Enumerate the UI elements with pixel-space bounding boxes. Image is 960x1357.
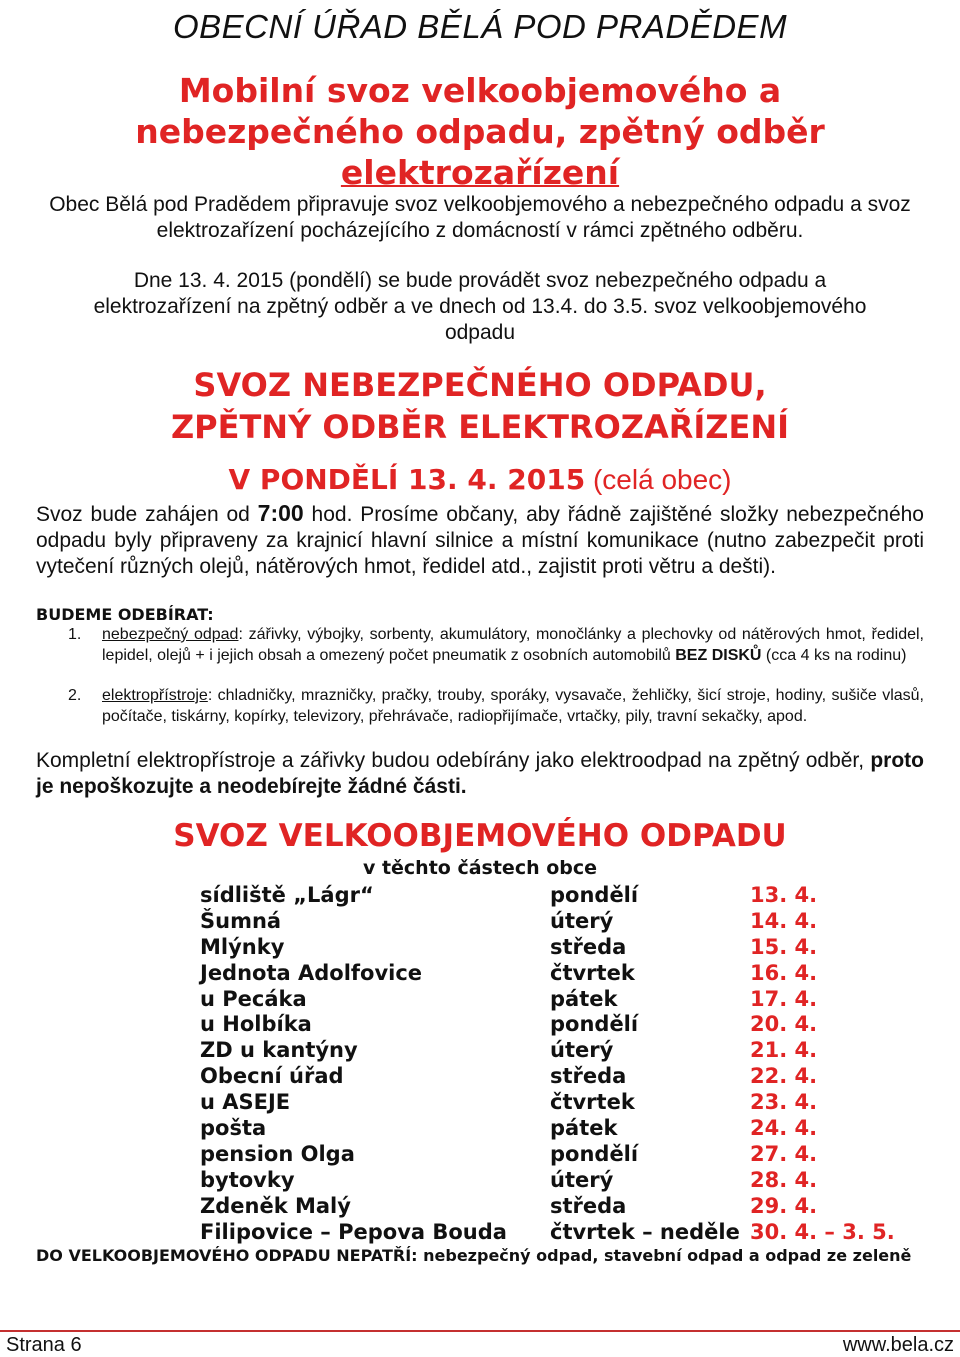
schedule-row (200, 960, 895, 986)
schedule-row (200, 1063, 895, 1089)
schedule-day: úterý (550, 1038, 614, 1063)
footer-url: www.bela.cz (842, 1334, 954, 1356)
schedule-day: středa (550, 1193, 627, 1218)
schedule-row (200, 1219, 895, 1245)
section2-title: SVOZ VELKOOBJEMOVÉHO ODPADU (173, 818, 787, 854)
section1-date-scope: (celá obec) (592, 464, 732, 495)
schedule-day: pátek (550, 986, 618, 1011)
schedule-place: pošta (200, 1115, 267, 1140)
main-title (0, 70, 960, 193)
schedule-row (200, 908, 895, 934)
schedule-day: středa (550, 1064, 627, 1089)
schedule-date: 21. 4. (750, 1038, 818, 1063)
schedule-date: 14. 4. (750, 908, 818, 933)
main-title-line-1: Mobilní svoz velkoobjemového a (178, 71, 782, 110)
schedule-place: Mlýnky (200, 934, 285, 959)
page-header-title: OBECNÍ ÚŘAD BĚLÁ POD PRADĚDEM (172, 8, 788, 45)
schedule-date: 23. 4. (750, 1090, 818, 1115)
collect-item-1 (36, 625, 924, 666)
schedule-place: Zdeněk Malý (200, 1193, 351, 1218)
schedule-row (200, 1167, 895, 1193)
section1-date-main: V PONDĚLÍ 13. 4. 2015 (228, 463, 586, 496)
schedule-day: středa (550, 934, 627, 959)
schedule-date: 13. 4. (750, 882, 818, 907)
exclusion-note (36, 1244, 924, 1267)
schedule-date: 24. 4. (750, 1115, 818, 1140)
schedule-place: u Holbíka (200, 1012, 312, 1037)
schedule-place: bytovky (200, 1167, 295, 1192)
collect-item-bold: BEZ DISKŮ (675, 646, 762, 664)
schedule-place: pension Olga (200, 1141, 355, 1166)
schedule-place: u ASEJE (200, 1090, 291, 1115)
electro-note (36, 748, 924, 800)
schedule-date: 30. 4. – 3. 5. (750, 1219, 895, 1244)
main-title-line-2: nebezpečného odpadu, zpětný odběr (135, 112, 825, 151)
schedule-date: 29. 4. (750, 1193, 818, 1218)
schedule-place: sídliště „Lágr“ (200, 882, 374, 907)
collect-label: BUDEME ODEBÍRAT: (36, 605, 214, 624)
schedule-row (200, 1011, 895, 1037)
collect-item-number: 2. (68, 687, 82, 704)
schedule-place: u Pecáka (200, 986, 307, 1011)
section1-title-line-2: ZPĚTNÝ ODBĚR ELEKTROZAŘÍZENÍ (170, 408, 790, 446)
schedule-place: Jednota Adolfovice (200, 960, 423, 985)
schedule-row (200, 1037, 895, 1063)
schedule-place: Filipovice – Pepova Bouda (200, 1219, 507, 1244)
section1-date (0, 460, 960, 500)
collect-item-text: : chladničky, mrazničky, pračky, trouby, sporáky, vysavače, žehličky, šicí stroje, hodiny, sušiče vlasů, počítače, tiskárny, kopírky, televizory, přehrávače, radiopřijímače, vrtačky, pily, travní sekačky, apod. (102, 687, 924, 725)
intro-schedule-paragraph: Dne 13. 4. 2015 (pondělí) se bude provádět svoz nebezpečného odpadu a elektrozařízení na zpětný odběr a ve dnech od 13.4. do 3.5. svoz velkoobjemového odpadu (93, 269, 867, 344)
schedule-row (200, 934, 895, 960)
collect-item-text: : zářivky, výbojky, sorbenty, akumulátory, monočlánky a plechovky od nátěrových hmot, ředidel, lepidel, olejů + i jejich obsah a omezený počet pneumatik z osobních automobilů (102, 626, 925, 664)
schedule-row (200, 986, 895, 1012)
section1-title (0, 364, 960, 448)
intro-paragraph: Obec Bělá pod Pradědem připravuje svoz velkoobjemového a nebezpečného odpadu a svoz elektrozařízení pocházejícího z domácností v rámci zpětného odběru. (49, 193, 911, 242)
instructions-start-time: 7:00 (257, 500, 304, 526)
electro-note-text: Kompletní elektropřístroje a zářivky budou odebírány jako elektroodpad na zpětný odběr, (36, 749, 871, 772)
exclusion-label: DO VELKOOBJEMOVÉHO ODPADU NEPATŘÍ: (36, 1246, 418, 1265)
instructions-start-pre: Svoz bude zahájen od (36, 503, 258, 526)
schedule-place: Obecní úřad (200, 1064, 344, 1089)
schedule-date: 17. 4. (750, 986, 818, 1011)
collect-item-number: 1. (68, 626, 82, 643)
collect-item-term: nebezpečný odpad (102, 626, 239, 643)
instructions-body: hod. Prosíme občany, aby řádně zajištěné složky nebezpečného odpadu byly připraveny za krajnicí hlavní silnice a místní komunikace (nutno zabezpečit proti vytečení různých olejů, nátěrových hmot, ředidel atd., zajistit proti větru a dešti). (36, 503, 924, 578)
schedule-row (200, 1193, 895, 1219)
schedule-day: úterý (550, 908, 614, 933)
section1-instructions (36, 500, 924, 580)
collect-item-2 (36, 686, 924, 727)
electro-note-bold: proto je nepoškozujte a neodebírejte žádné části. (36, 749, 924, 798)
schedule-date: 27. 4. (750, 1141, 818, 1166)
section2-subtitle: v těchto částech obce (362, 857, 598, 879)
schedule-date: 15. 4. (750, 934, 818, 959)
schedule-day: pátek (550, 1115, 618, 1140)
schedule-day: čtvrtek (550, 960, 635, 985)
schedule-date: 22. 4. (750, 1064, 818, 1089)
footer-rule (0, 1330, 960, 1332)
schedule-day: pondělí (550, 1012, 639, 1037)
schedule-row (200, 882, 895, 908)
schedule-row (200, 1115, 895, 1141)
schedule-row (200, 1089, 895, 1115)
schedule-row (200, 1141, 895, 1167)
schedule-place: Šumná (200, 908, 282, 933)
schedule-day: čtvrtek (550, 1090, 635, 1115)
schedule-date: 20. 4. (750, 1012, 818, 1037)
collect-item-term: elektropřístroje (102, 687, 208, 704)
exclusion-text: nebezpečný odpad, stavební odpad a odpad ze zeleně (417, 1246, 912, 1265)
schedule-day: pondělí (550, 882, 639, 907)
collect-item-text-end: (cca 4 ks na rodinu) (761, 646, 907, 664)
schedule-day: úterý (550, 1167, 614, 1192)
schedule-date: 28. 4. (750, 1167, 818, 1192)
schedule-place: ZD u kantýny (200, 1038, 358, 1063)
main-title-line-3: elektrozařízení (340, 153, 620, 192)
schedule-date: 16. 4. (750, 960, 818, 985)
schedule-day: čtvrtek – neděle (550, 1219, 740, 1244)
schedule-day: pondělí (550, 1141, 639, 1166)
footer-page-number: Strana 6 (6, 1334, 82, 1356)
section1-title-line-1: SVOZ NEBEZPEČNÉHO ODPADU, (193, 366, 767, 404)
collection-schedule-table (200, 882, 895, 1244)
